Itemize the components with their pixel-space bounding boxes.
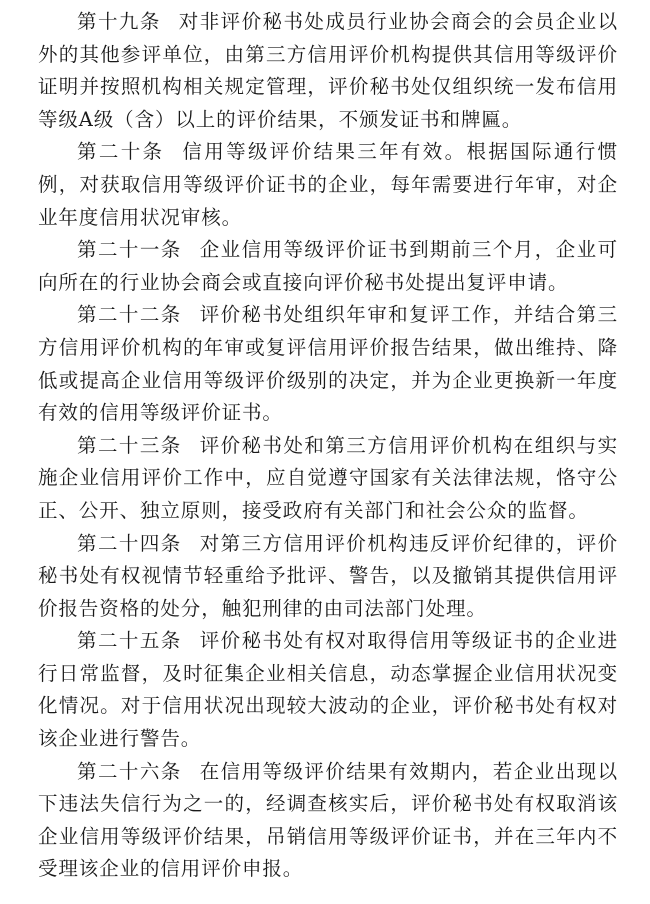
article-number: 第二十六条 [77, 759, 182, 783]
article-21 [38, 234, 618, 299]
article-number: 第二十条 [77, 140, 165, 164]
article-19 [38, 6, 618, 136]
article-number: 第二十一条 [77, 238, 182, 262]
article-text: 企业信用等级评价证书到期前三个月，企业可向所在的行业协会商会或直接向评价秘书处提出复评申请。 [38, 238, 618, 294]
article-number: 第二十四条 [77, 531, 182, 555]
article-number: 第二十五条 [77, 629, 182, 653]
article-text: 评价秘书处有权对取得信用等级证书的企业进行日常监督，及时征集企业相关信息，动态掌握企业信用状况变化情况。对于信用状况出现较大波动的企业，评价秘书处有权对该企业进行警告。 [38, 629, 618, 751]
article-text: 对第三方信用评价机构违反评价纪律的，评价秘书处有权视情节轻重给予批评、警告，以及撤销其提供信用评价报告资格的处分，触犯刑律的由司法部门处理。 [38, 531, 618, 620]
article-text: 评价秘书处和第三方信用评价机构在组织与实施企业信用评价工作中，应自觉遵守国家有关法律法规，恪守公正、公开、独立原则，接受政府有关部门和社会公众的监督。 [38, 433, 618, 522]
article-24 [38, 528, 618, 626]
document-page [38, 6, 618, 886]
article-26 [38, 756, 618, 886]
article-text: 评价秘书处组织年审和复评工作，并结合第三方信用评价机构的年审或复评信用评价报告结果，做出维持、降低或提高企业信用等级评价级别的决定，并为企业更换新一年度有效的信用等级评价证书。 [38, 303, 618, 425]
article-23 [38, 430, 618, 528]
article-number: 第十九条 [77, 10, 161, 33]
article-20 [38, 136, 618, 234]
article-number: 第二十三条 [77, 433, 182, 457]
article-number: 第二十二条 [77, 303, 182, 327]
article-22 [38, 299, 618, 429]
article-text: 在信用等级评价结果有效期内，若企业出现以下违法失信行为之一的，经调查核实后，评价秘书处有权取消该企业信用等级评价结果，吊销信用等级评价证书，并在三年内不受理该企业的信用评价申报。 [38, 759, 618, 881]
article-25 [38, 625, 618, 755]
article-text: 信用等级评价结果三年有效。根据国际通行惯例，对获取信用等级评价证书的企业，每年需要进行年审，对企业年度信用状况审核。 [38, 140, 618, 229]
article-text: 对非评价秘书处成员行业协会商会的会员企业以外的其他参评单位，由第三方信用评价机构提供其信用等级评价证明并按照机构相关规定管理，评价秘书处仅组织统一发布信用等级A级（含）以上的评价结果，不颁发证书和牌匾。 [38, 10, 618, 131]
